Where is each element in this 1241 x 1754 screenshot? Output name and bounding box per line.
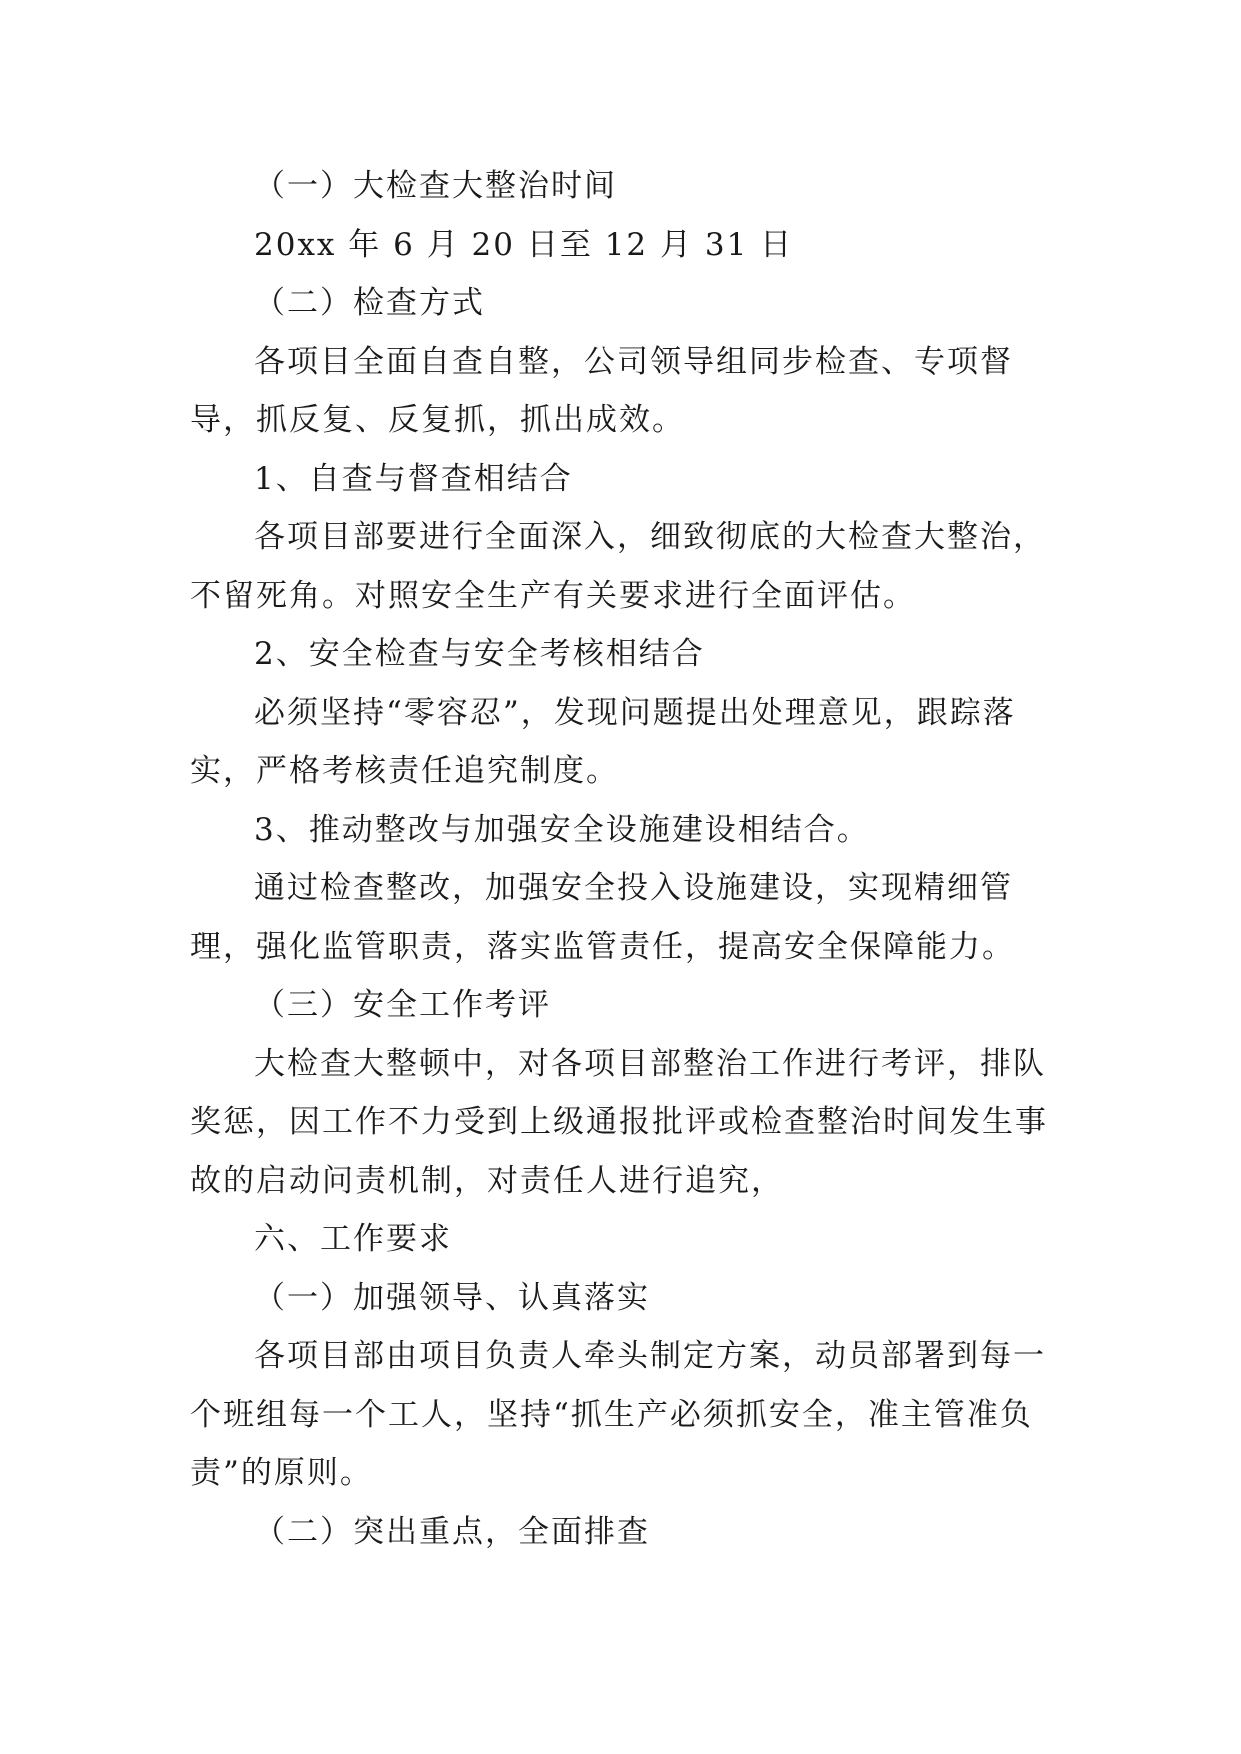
paragraph-evaluation: 大检查大整顿中，对各项目部整治工作进行考评，排队奖惩，因工作不力受到上级通报批评或检查整治时间发生事故的启动问责机制，对责任人进行追究， xyxy=(190,1045,1048,1199)
section-heading-leadership: （一）加强领导、认真落实 xyxy=(254,1279,650,1316)
chapter-heading-requirements: 六、工作要求 xyxy=(254,1221,452,1257)
paragraph-item-3: 通过检查整改，加强安全投入设施建设，实现精细管理，强化监管职责，落实监管责任，提高安全保障能力。 xyxy=(190,870,1015,965)
paragraph-leadership: 各项目部由项目负责人牵头制定方案，动员部署到每一个班组每一个工人，坚持“抓生产必须抓安全，准主管准负责”的原则。 xyxy=(190,1338,1046,1491)
section-heading-method: （二）检查方式 xyxy=(254,285,485,321)
item-heading-1: 1、自查与督查相结合 xyxy=(254,460,573,497)
paragraph-method: 各项目全面自查自整，公司领导组同步检查、专项督导，抓反复、反复抓，抓出成效。 xyxy=(190,343,1013,438)
section-heading-time: （一）大检查大整治时间 xyxy=(254,168,617,204)
paragraph-item-2: 必须坚持“零容忍”，发现问题提出处理意见，跟踪落实，严格考核责任追究制度。 xyxy=(190,694,1016,789)
section-heading-focus: （二）突出重点，全面排查 xyxy=(254,1513,650,1550)
item-heading-3: 3、推动整改与加强安全设施建设相结合。 xyxy=(254,811,870,848)
item-heading-2: 2、安全检查与安全考核相结合 xyxy=(254,636,705,672)
date-range: 20xx 年 6 月 20 日至 12 月 31 日 xyxy=(254,226,794,263)
paragraph-item-1: 各项目部要进行全面深入，细致彻底的大检查大整治，不留死角。对照安全生产有关要求进行全面评估。 xyxy=(190,519,1046,614)
document-body xyxy=(190,157,1050,1561)
section-heading-evaluation: （三）安全工作考评 xyxy=(254,987,551,1023)
